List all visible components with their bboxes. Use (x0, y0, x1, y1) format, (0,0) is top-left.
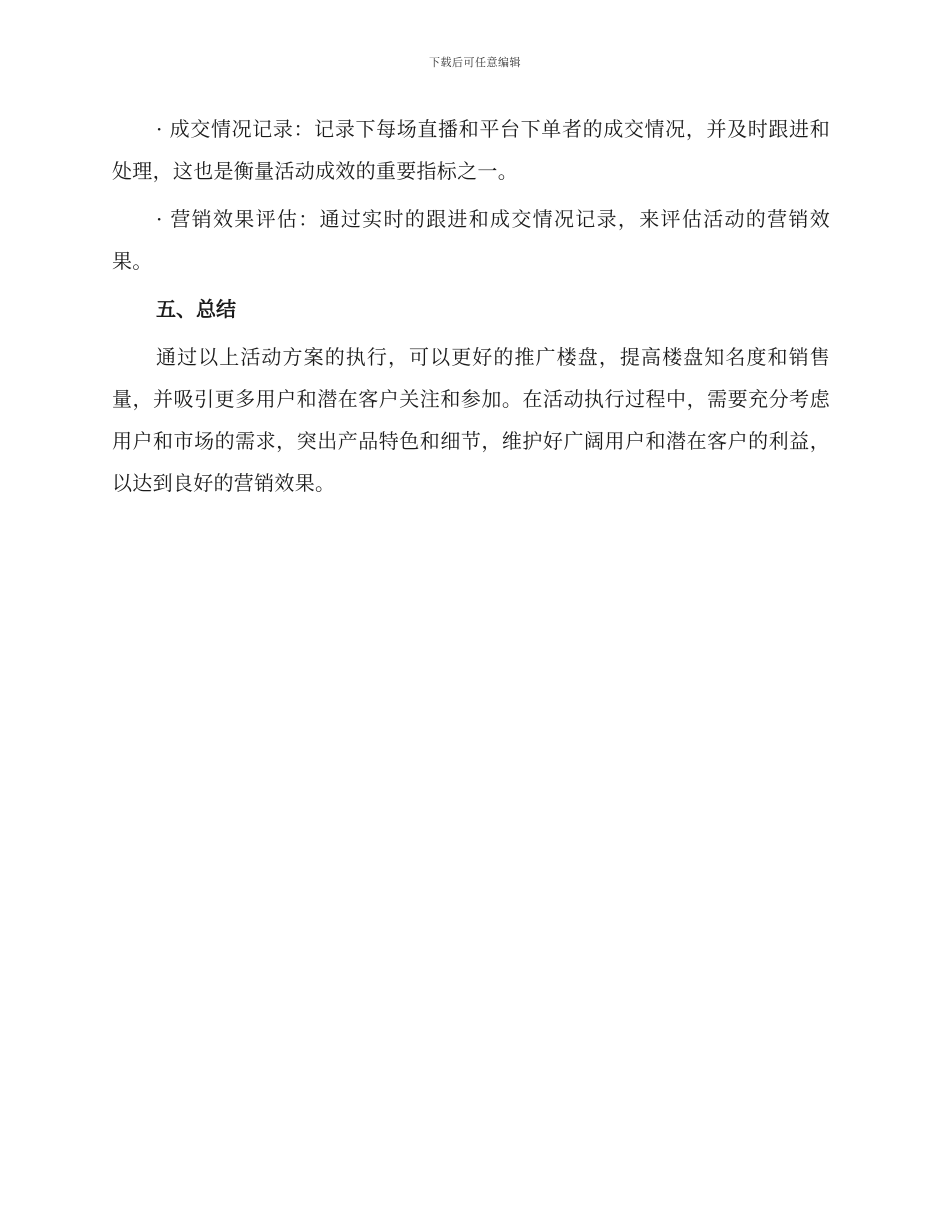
page-header: 下载后可任意编辑 (429, 56, 521, 69)
summary-paragraph: 通过以上活动方案的执行，可以更好的推广楼盘，提高楼盘知名度和销售量，并吸引更多用户和潜在客户关注和参加。在活动执行过程中，需要充分考虑用户和市场的需求，突出产品特色和细节，维护好广阔用户和潜在客户的利益，以达到良好的营销效果。 (112, 345, 830, 495)
marketing-evaluation-paragraph: · 营销效果评估：通过实时的跟进和成交情况记录，来评估活动的营销效果。 (112, 207, 830, 273)
section-heading: 五、总结 (156, 297, 236, 321)
document-body (112, 108, 830, 510)
deal-record-paragraph: · 成交情况记录：记录下每场直播和平台下单者的成交情况，并及时跟进和处理，这也是衡量活动成效的重要指标之一。 (112, 117, 830, 183)
